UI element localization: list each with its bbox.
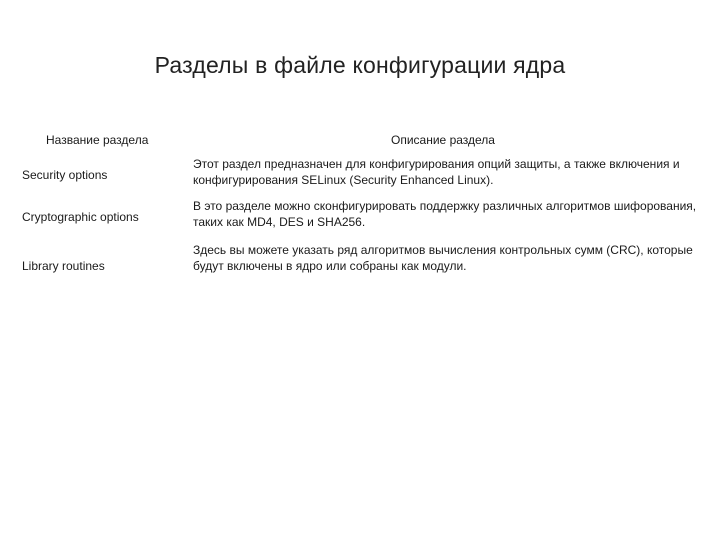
header-section-description: Описание раздела (391, 133, 495, 147)
section-name-cell: Cryptographic options (22, 210, 139, 224)
section-name-cell: Library routines (22, 259, 105, 273)
section-description-cell: Здесь вы можете указать ряд алгоритмов вычисления контрольных сумм (CRC), которые будут включены в ядро или собраны как модули. (193, 243, 693, 273)
header-section-name: Название раздела (46, 133, 149, 147)
section-name-cell: Security options (22, 168, 108, 182)
slide-title: Разделы в файле конфигурации ядра (154, 52, 566, 78)
section-description-cell: Этот раздел предназначен для конфигурирования опций защиты, а также включения и конфигурирования SELinux (Security Enhanced Linux). (193, 157, 680, 187)
section-description-cell: В это разделе можно сконфигурировать поддержку различных алгоритмов шифорования, таких как MD4, DES и SHA256. (193, 199, 697, 229)
